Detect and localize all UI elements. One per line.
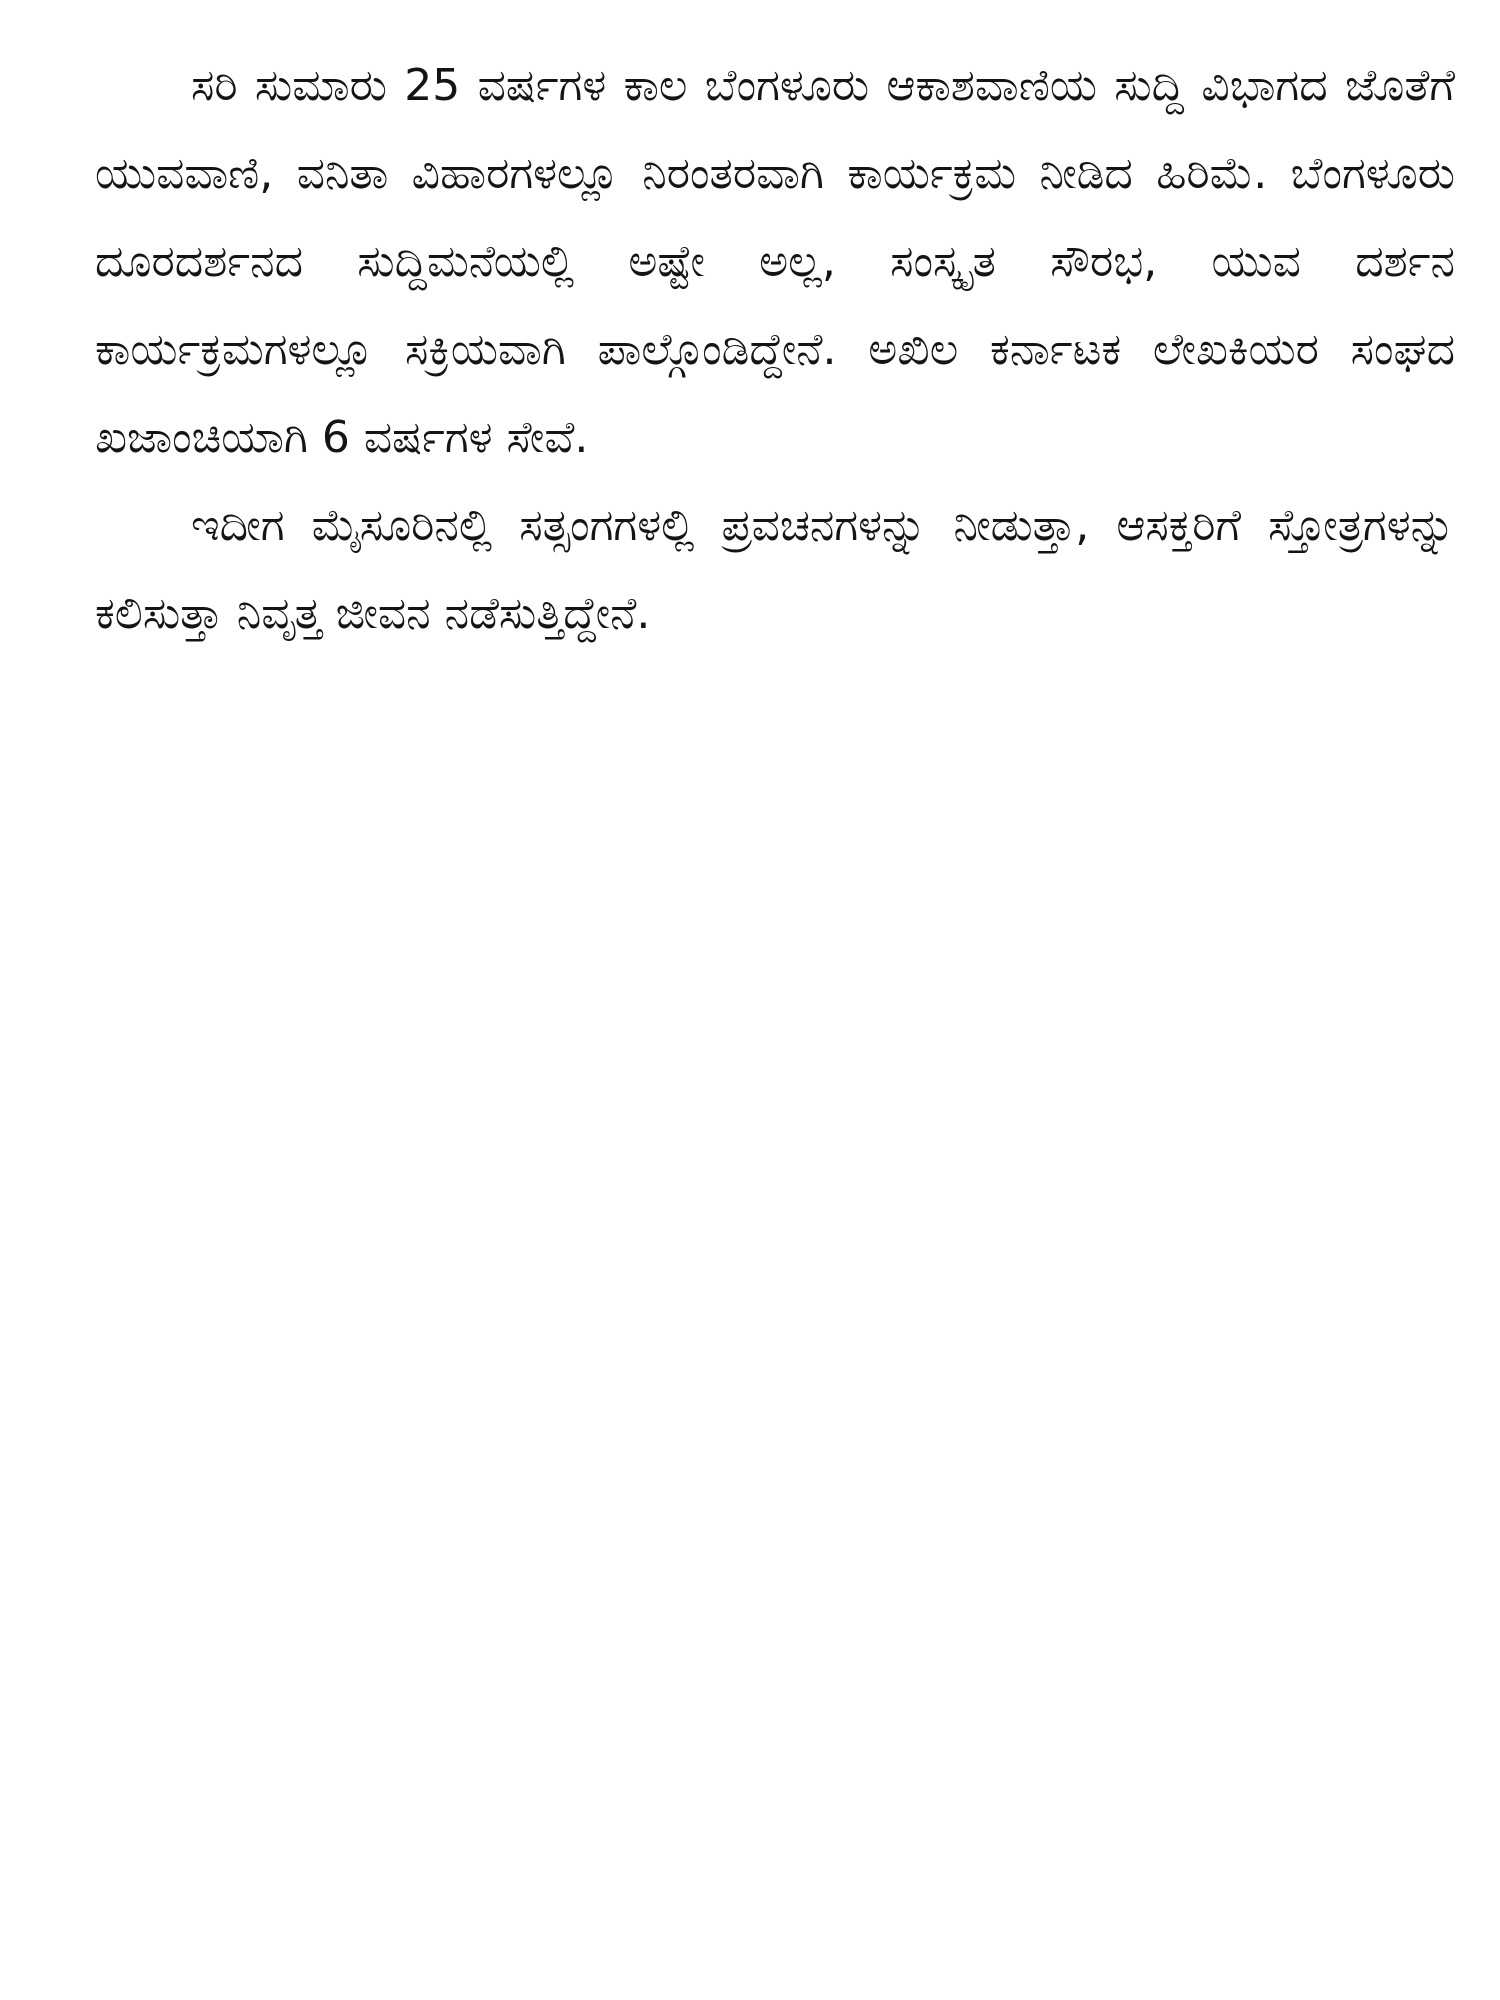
- body-text: [95, 42, 1455, 658]
- paragraph-retirement: ಇದೀಗ ಮೈಸೂರಿನಲ್ಲಿ ಸತ್ಸಂಗಗಳಲ್ಲಿ ಪ್ರವಚನಗಳನ್ನು ನೀಡುತ್ತಾ, ಆಸಕ್ತರಿಗೆ ಸ್ತೋತ್ರಗಳನ್ನು ಕಲಿಸುತ್ತಾ ನಿವೃತ್ತ ಜೀವನ ನಡೆಸುತ್ತಿದ್ದೇನೆ.: [95, 500, 1455, 639]
- paragraph-career: ಸರಿ ಸುಮಾರು 25 ವರ್ಷಗಳ ಕಾಲ ಬೆಂಗಳೂರು ಆಕಾಶವಾಣಿಯ ಸುದ್ದಿ ವಿಭಾಗದ ಜೊತೆಗೆ ಯುವವಾಣಿ, ವನಿತಾ ವಿಹಾರಗಳಲ್ಲೂ ನಿರಂತರವಾಗಿ ಕಾರ್ಯಕ್ರಮ ನೀಡಿದ ಹಿರಿಮೆ. ಬೆಂಗಳೂರು ದೂರದರ್ಶನದ ಸುದ್ದಿಮನೆಯಲ್ಲಿ ಅಷ್ಟೇ ಅಲ್ಲ, ಸಂಸ್ಕೃತ ಸೌರಭ, ಯುವ ದರ್ಶನ ಕಾರ್ಯಕ್ರಮಗಳಲ್ಲೂ ಸಕ್ರಿಯವಾಗಿ ಪಾಲ್ಗೊಂಡಿದ್ದೇನೆ. ಅಖಿಲ ಕರ್ನಾಟಕ ಲೇಖಕಿಯರ ಸಂಘದ ಖಜಾಂಚಿಯಾಗಿ 6 ವರ್ಷಗಳ ಸೇವೆ.: [95, 60, 1455, 463]
